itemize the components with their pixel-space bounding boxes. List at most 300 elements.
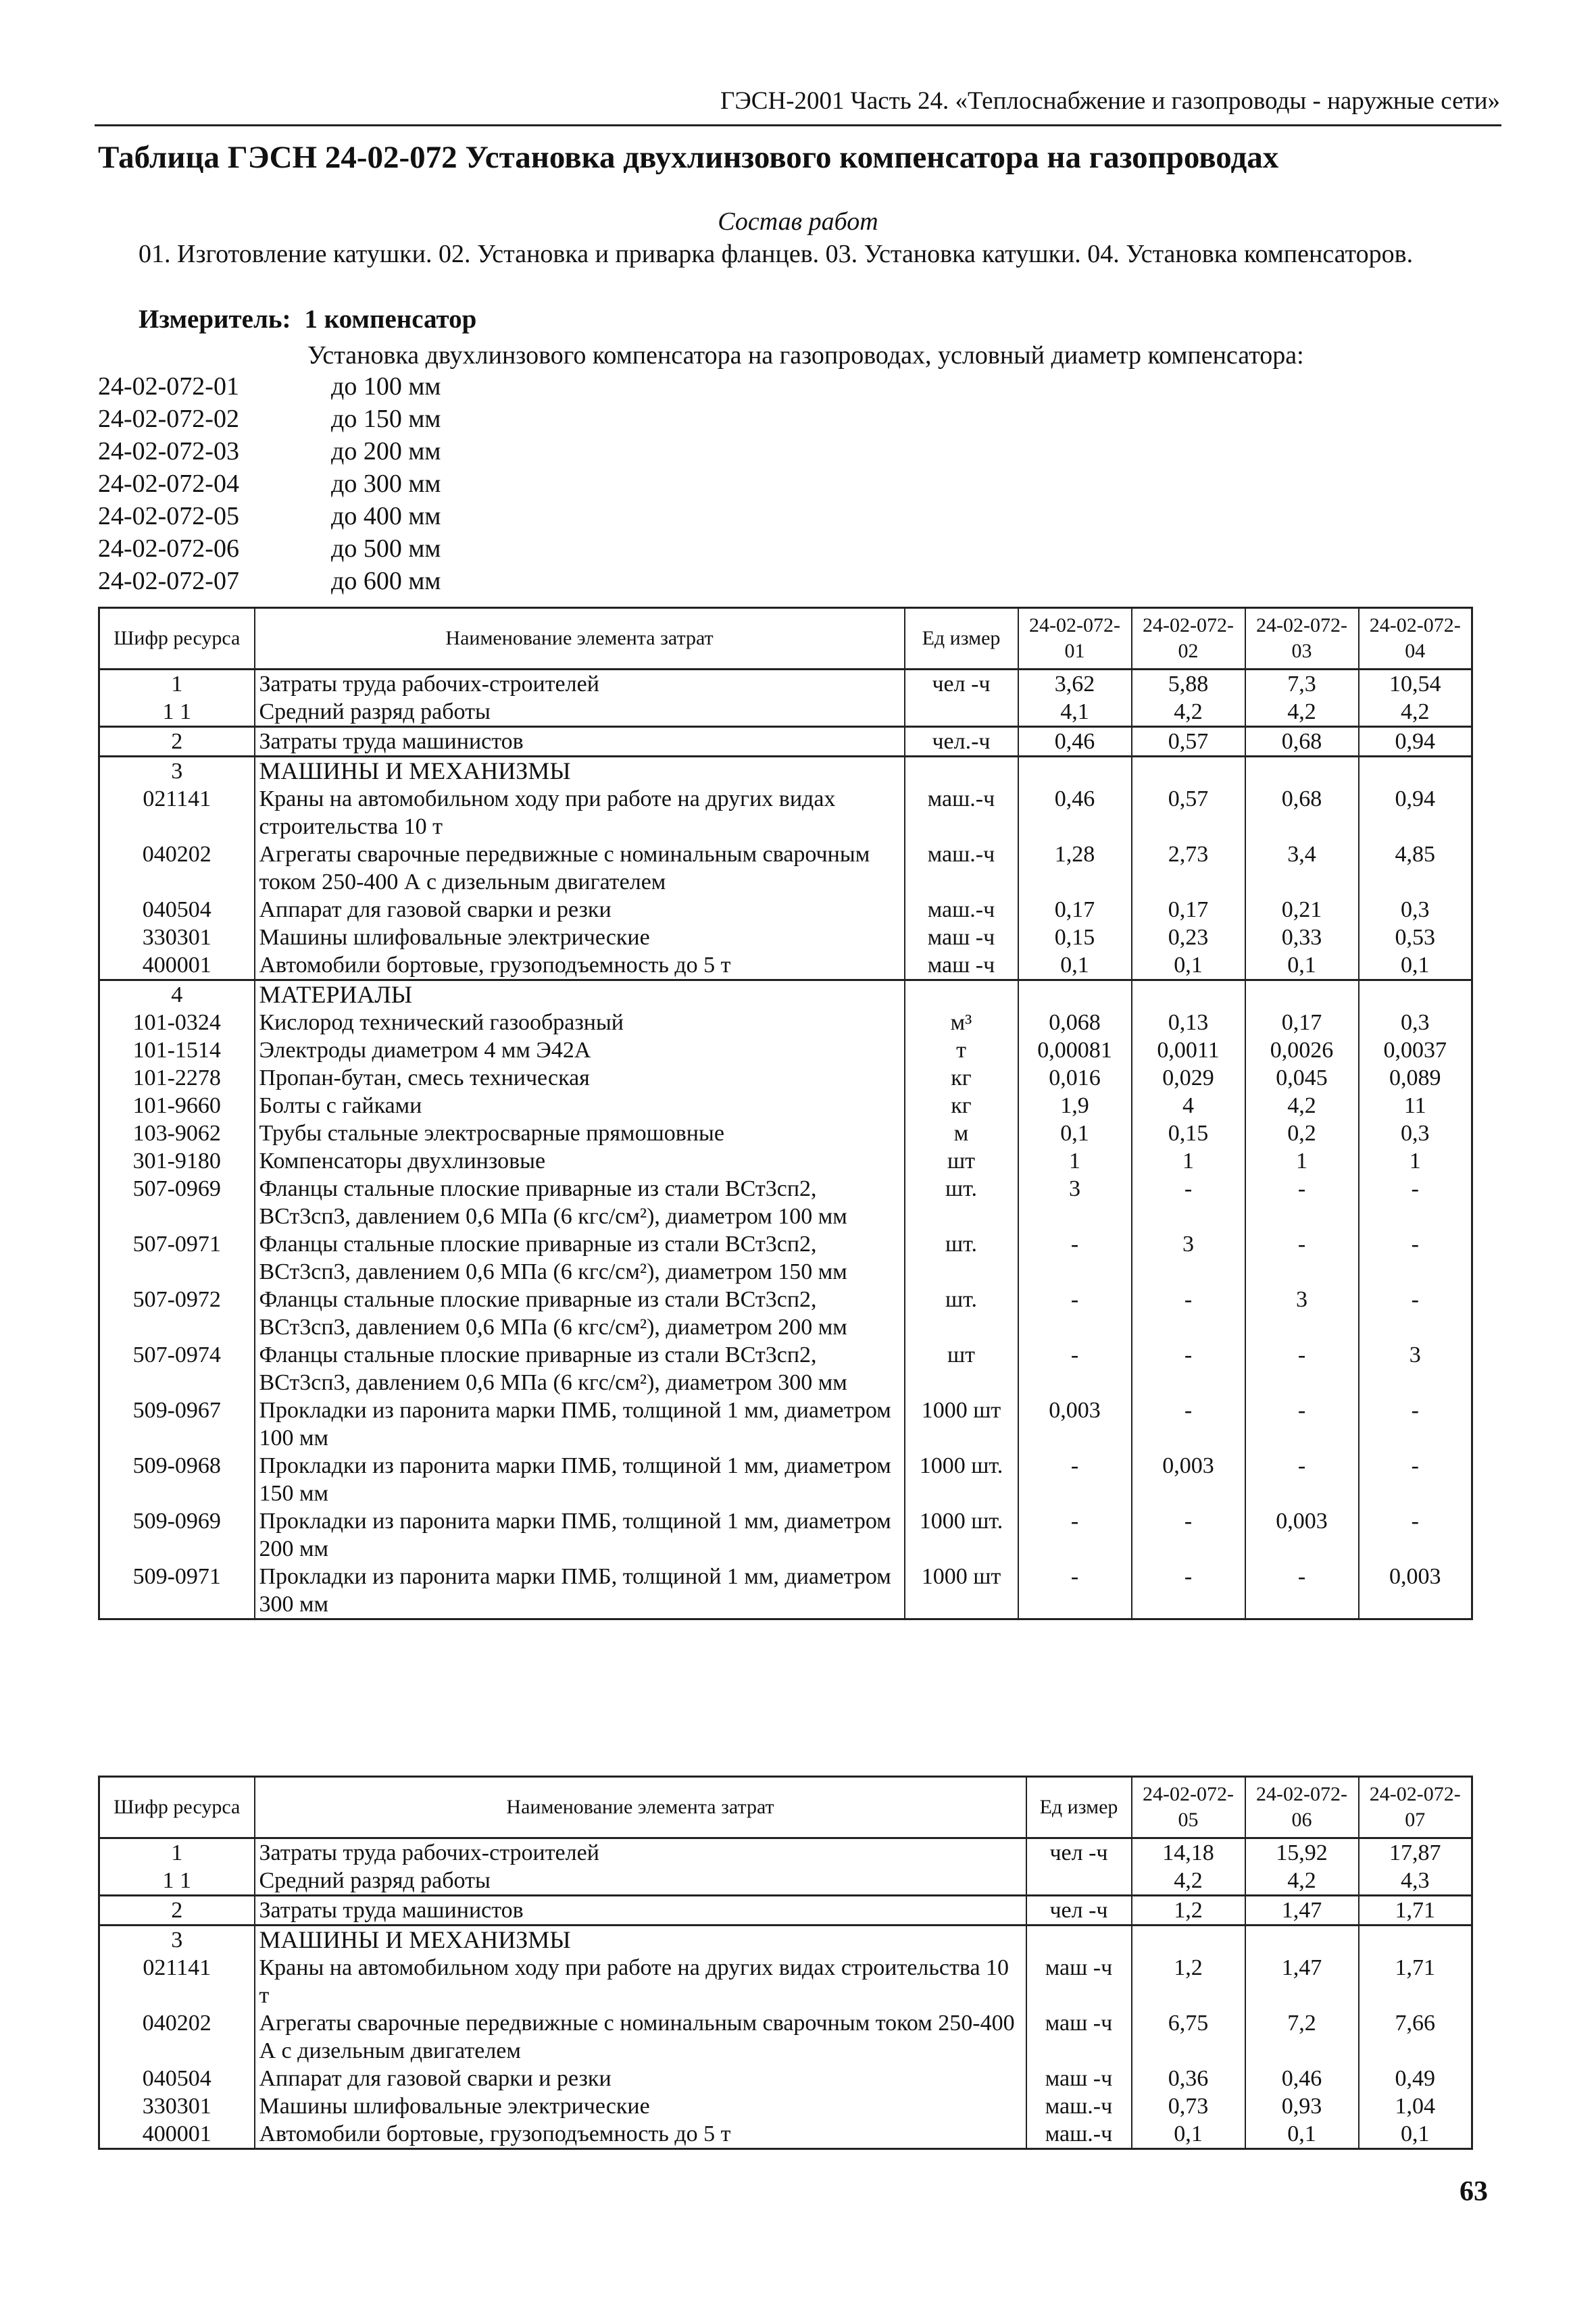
resource-value: -	[1245, 1397, 1359, 1452]
resource-value: 0,3	[1359, 1009, 1472, 1036]
variant-name: до 600 мм	[331, 567, 441, 595]
table-row	[99, 924, 1472, 951]
resource-value: -	[1359, 1452, 1472, 1507]
resource-value: 0,1	[1132, 2120, 1245, 2149]
resource-value: 0,46	[1245, 2065, 1359, 2092]
resource-unit: чел.-ч	[905, 727, 1018, 757]
table-row	[99, 727, 1472, 757]
resource-name: Машины шлифовальные электрические	[255, 924, 905, 951]
header-variant-col: 24-02-072-07	[1359, 1777, 1472, 1838]
table-row	[99, 2120, 1472, 2149]
resource-value: 11	[1359, 1092, 1472, 1120]
resource-value: 0,1	[1245, 951, 1359, 980]
resource-value: 0,68	[1245, 785, 1359, 840]
resource-name: МАШИНЫ И МЕХАНИЗМЫ	[255, 1926, 1026, 1955]
resource-value: 0,2	[1245, 1120, 1359, 1147]
header-unit: Ед измер	[905, 608, 1018, 670]
resource-code: 400001	[99, 951, 255, 980]
variant-item	[98, 532, 441, 565]
variant-item	[98, 565, 441, 597]
resource-value: 4,2	[1132, 1867, 1245, 1896]
resource-unit: 1000 шт.	[905, 1507, 1018, 1563]
resource-value: 0,016	[1018, 1064, 1132, 1092]
resource-code: 400001	[99, 2120, 255, 2149]
resource-value: 0,003	[1245, 1507, 1359, 1563]
resource-value: 0,46	[1018, 727, 1132, 757]
resource-value	[1018, 980, 1132, 1009]
resource-unit: чел -ч	[1026, 1838, 1132, 1867]
resource-value: -	[1245, 1563, 1359, 1619]
resource-code: 1	[99, 670, 255, 699]
resource-name: Затраты труда рабочих-строителей	[255, 1838, 1026, 1867]
resource-value: 3	[1018, 1175, 1132, 1230]
resource-value: 0,21	[1245, 896, 1359, 924]
table-row	[99, 1507, 1472, 1563]
resource-code: 330301	[99, 924, 255, 951]
resource-value: -	[1018, 1286, 1132, 1341]
resource-unit: шт	[905, 1341, 1018, 1397]
resource-unit: шт.	[905, 1286, 1018, 1341]
resource-value: 0,003	[1359, 1563, 1472, 1619]
header-variant-col: 24-02-072-03	[1245, 608, 1359, 670]
variant-name: до 300 мм	[331, 470, 441, 498]
resource-name: Электроды диаметром 4 мм Э42А	[255, 1036, 905, 1064]
resource-value: 0,23	[1132, 924, 1245, 951]
resource-unit: маш.-ч	[905, 840, 1018, 896]
resource-value: 0,0026	[1245, 1036, 1359, 1064]
resource-value: 0,1	[1018, 1120, 1132, 1147]
resource-value: 1	[1018, 1147, 1132, 1175]
resource-value: 0,089	[1359, 1064, 1472, 1092]
resource-value: 1,28	[1018, 840, 1132, 896]
resource-value: -	[1018, 1507, 1132, 1563]
header-variant-col: 24-02-072-06	[1245, 1777, 1359, 1838]
resource-value: 7,2	[1245, 2009, 1359, 2065]
resource-value	[1132, 980, 1245, 1009]
table-row	[99, 1563, 1472, 1619]
resource-unit: кг	[905, 1092, 1018, 1120]
resource-name: Автомобили бортовые, грузоподъемность до 5 т	[255, 951, 905, 980]
table-row	[99, 785, 1472, 840]
table-row	[99, 698, 1472, 727]
variant-code: 24-02-072-04	[98, 470, 239, 498]
resource-value: -	[1018, 1563, 1132, 1619]
resource-value: 0,0011	[1132, 1036, 1245, 1064]
variant-name: до 100 мм	[331, 372, 441, 401]
table-row	[99, 1341, 1472, 1397]
table-row	[99, 896, 1472, 924]
resource-unit: маш -ч	[1026, 1954, 1132, 2009]
table-row	[99, 1867, 1472, 1896]
resource-name: Затраты труда машинистов	[255, 1896, 1026, 1926]
resource-name: Прокладки из паронита марки ПМБ, толщиной 1 мм, диаметром 150 мм	[255, 1452, 905, 1507]
resource-code: 021141	[99, 785, 255, 840]
resource-code: 1 1	[99, 698, 255, 727]
variant-item	[98, 500, 441, 532]
resource-value	[1359, 757, 1472, 786]
variant-name: до 200 мм	[331, 437, 441, 466]
resource-unit: 1000 шт	[905, 1397, 1018, 1452]
resource-unit: 1000 шт	[905, 1563, 1018, 1619]
resource-value: -	[1018, 1452, 1132, 1507]
resource-value: 1,47	[1245, 1954, 1359, 2009]
resource-code: 103-9062	[99, 1120, 255, 1147]
resource-value: 5,88	[1132, 670, 1245, 699]
resource-name: Средний разряд работы	[255, 698, 905, 727]
resource-unit: м	[905, 1120, 1018, 1147]
resource-value: -	[1245, 1452, 1359, 1507]
resource-value: -	[1132, 1563, 1245, 1619]
resource-value: 0,17	[1132, 896, 1245, 924]
resource-code: 101-1514	[99, 1036, 255, 1064]
resource-value: 7,66	[1359, 2009, 1472, 2065]
resource-code: 040504	[99, 2065, 255, 2092]
resource-value: -	[1359, 1507, 1472, 1563]
table-row	[99, 2092, 1472, 2120]
resource-code: 101-9660	[99, 1092, 255, 1120]
resource-value	[1132, 1926, 1245, 1955]
resource-code: 040202	[99, 2009, 255, 2065]
resource-value: 0,00081	[1018, 1036, 1132, 1064]
resource-value: 17,87	[1359, 1838, 1472, 1867]
resource-value: -	[1245, 1341, 1359, 1397]
table-row	[99, 951, 1472, 980]
resource-value: 1,71	[1359, 1954, 1472, 2009]
resource-code: 509-0971	[99, 1563, 255, 1619]
resource-value: -	[1132, 1397, 1245, 1452]
resource-value: -	[1359, 1230, 1472, 1286]
resource-value: 6,75	[1132, 2009, 1245, 2065]
variant-item	[98, 403, 441, 435]
header-name: Наименование элемента затрат	[255, 1777, 1026, 1838]
variants-list	[98, 370, 441, 597]
works-text: 01. Изготовление катушки. 02. Установка и приварка фланцев. 03. Установка катушки. 04. Установка компенсаторов.	[139, 240, 1414, 268]
resource-unit	[1026, 1926, 1132, 1955]
resource-code: 330301	[99, 2092, 255, 2120]
resource-value: 4	[1132, 1092, 1245, 1120]
resource-code: 509-0967	[99, 1397, 255, 1452]
resource-value: 0,36	[1132, 2065, 1245, 2092]
resource-unit: т	[905, 1036, 1018, 1064]
resource-value	[1245, 1926, 1359, 1955]
resource-value: 0,1	[1359, 951, 1472, 980]
resource-value: 1,71	[1359, 1896, 1472, 1926]
resource-unit: шт	[905, 1147, 1018, 1175]
resource-table-1	[98, 607, 1473, 1620]
resource-value: -	[1245, 1230, 1359, 1286]
resource-value: 1	[1245, 1147, 1359, 1175]
resource-code: 509-0969	[99, 1507, 255, 1563]
table-row	[99, 1036, 1472, 1064]
table-row	[99, 1838, 1472, 1867]
measure-line	[139, 304, 490, 334]
resource-value: 0,003	[1132, 1452, 1245, 1507]
resource-name: Машины шлифовальные электрические	[255, 2092, 1026, 2120]
resource-value: -	[1359, 1175, 1472, 1230]
resource-unit	[905, 757, 1018, 786]
variant-code: 24-02-072-05	[98, 502, 239, 530]
resource-code: 101-2278	[99, 1064, 255, 1092]
resource-unit: маш.-ч	[1026, 2092, 1132, 2120]
resource-name: Краны на автомобильном ходу при работе на других видах строительства 10 т	[255, 1954, 1026, 2009]
resource-code: 509-0968	[99, 1452, 255, 1507]
resource-unit: маш -ч	[1026, 2065, 1132, 2092]
resource-value: 0,93	[1245, 2092, 1359, 2120]
resource-value: 0,029	[1132, 1064, 1245, 1092]
resource-name: Прокладки из паронита марки ПМБ, толщиной 1 мм, диаметром 100 мм	[255, 1397, 905, 1452]
resource-value: 1,2	[1132, 1954, 1245, 2009]
resource-code: 1	[99, 1838, 255, 1867]
resource-value: 1,47	[1245, 1896, 1359, 1926]
resource-value	[1245, 980, 1359, 1009]
measure-label: Измеритель:	[139, 305, 291, 334]
resource-value: 4,1	[1018, 698, 1132, 727]
resource-value: 3,62	[1018, 670, 1132, 699]
resource-unit: маш.-ч	[1026, 2120, 1132, 2149]
table-row	[99, 1452, 1472, 1507]
resource-value: -	[1132, 1341, 1245, 1397]
resource-code: 1 1	[99, 1867, 255, 1896]
resource-code: 507-0969	[99, 1175, 255, 1230]
resource-code: 3	[99, 757, 255, 786]
resource-name: Фланцы стальные плоские приварные из стали ВСт3сп2, ВСт3сп3, давлением 0,6 МПа (6 кгс/см²), диаметром 200 мм	[255, 1286, 905, 1341]
resource-value: 1	[1359, 1147, 1472, 1175]
resource-value: 0,1	[1018, 951, 1132, 980]
resource-name: МАШИНЫ И МЕХАНИЗМЫ	[255, 757, 905, 786]
resource-value: 0,1	[1132, 951, 1245, 980]
works-heading: Состав работ	[718, 207, 878, 236]
resource-value: 0,1	[1245, 2120, 1359, 2149]
resource-value: -	[1018, 1230, 1132, 1286]
resource-value: 0,3	[1359, 1120, 1472, 1147]
table-row	[99, 2009, 1472, 2065]
header-variant-col: 24-02-072-05	[1132, 1777, 1245, 1838]
resource-code: 4	[99, 980, 255, 1009]
resource-value: 0,15	[1018, 924, 1132, 951]
resource-value: 4,2	[1245, 698, 1359, 727]
table-title: Таблица ГЭСН 24-02-072 Установка двухлинзового компенсатора на газопроводах	[98, 140, 1279, 175]
resource-unit: кг	[905, 1064, 1018, 1092]
resource-name: Автомобили бортовые, грузоподъемность до 5 т	[255, 2120, 1026, 2149]
resource-name: Фланцы стальные плоские приварные из стали ВСт3сп2, ВСт3сп3, давлением 0,6 МПа (6 кгс/см²), диаметром 150 мм	[255, 1230, 905, 1286]
table-row	[99, 840, 1472, 896]
header-rule	[95, 124, 1501, 126]
table-row	[99, 1954, 1472, 2009]
resource-value: 3,4	[1245, 840, 1359, 896]
variant-name: до 500 мм	[331, 534, 441, 563]
variant-code: 24-02-072-06	[98, 534, 239, 563]
table-row	[99, 757, 1472, 786]
resource-value: -	[1132, 1286, 1245, 1341]
variants-caption: Установка двухлинзового компенсатора на газопроводах, условный диаметр компенсатора:	[307, 341, 1304, 370]
resource-name: Агрегаты сварочные передвижные с номинальным сварочным током 250-400 А с дизельным двигателем	[255, 840, 905, 896]
resource-value: 0,53	[1359, 924, 1472, 951]
resource-table-2	[98, 1776, 1473, 2150]
header-unit: Ед измер	[1026, 1777, 1132, 1838]
header-name: Наименование элемента затрат	[255, 608, 905, 670]
resource-value: 4,2	[1132, 698, 1245, 727]
resource-name: Средний разряд работы	[255, 1867, 1026, 1896]
resource-name: Аппарат для газовой сварки и резки	[255, 896, 905, 924]
variant-code: 24-02-072-07	[98, 567, 239, 595]
resource-code: 3	[99, 1926, 255, 1955]
resource-value: 0,33	[1245, 924, 1359, 951]
table-row	[99, 1064, 1472, 1092]
resource-value: 4,3	[1359, 1867, 1472, 1896]
header-variant-col: 24-02-072-02	[1132, 608, 1245, 670]
resource-name: Краны на автомобильном ходу при работе на других видах строительства 10 т	[255, 785, 905, 840]
resource-value: 0,57	[1132, 727, 1245, 757]
resource-value: 4,85	[1359, 840, 1472, 896]
variant-name: до 400 мм	[331, 502, 441, 530]
resource-value	[1132, 757, 1245, 786]
resource-code: 101-0324	[99, 1009, 255, 1036]
resource-value: 7,3	[1245, 670, 1359, 699]
resource-value: -	[1359, 1397, 1472, 1452]
table-row	[99, 1896, 1472, 1926]
resource-code: 021141	[99, 1954, 255, 2009]
resource-name: Пропан-бутан, смесь техническая	[255, 1064, 905, 1092]
resource-code: 507-0974	[99, 1341, 255, 1397]
resource-name: Затраты труда рабочих-строителей	[255, 670, 905, 699]
measure-value: 1 компенсатор	[304, 305, 477, 334]
resource-code: 2	[99, 1896, 255, 1926]
resource-name: МАТЕРИАЛЫ	[255, 980, 905, 1009]
resource-value: -	[1359, 1286, 1472, 1341]
table-row	[99, 1175, 1472, 1230]
resource-value: 10,54	[1359, 670, 1472, 699]
resource-value: -	[1018, 1341, 1132, 1397]
resource-value: 3	[1245, 1286, 1359, 1341]
resource-unit: маш -ч	[905, 951, 1018, 980]
table-row	[99, 1286, 1472, 1341]
resource-unit	[905, 698, 1018, 727]
table-row	[99, 1092, 1472, 1120]
resource-value: 0,045	[1245, 1064, 1359, 1092]
resource-value: 3	[1359, 1341, 1472, 1397]
resource-value: 14,18	[1132, 1838, 1245, 1867]
resource-unit: шт.	[905, 1230, 1018, 1286]
resource-value: 1,9	[1018, 1092, 1132, 1120]
resource-value: 2,73	[1132, 840, 1245, 896]
header-variant-col: 24-02-072-01	[1018, 608, 1132, 670]
resource-value: 15,92	[1245, 1838, 1359, 1867]
resource-value: 0,94	[1359, 785, 1472, 840]
resource-value: 0,68	[1245, 727, 1359, 757]
variant-item	[98, 468, 441, 500]
resource-value: 0,17	[1245, 1009, 1359, 1036]
resource-code: 301-9180	[99, 1147, 255, 1175]
resource-name: Болты с гайками	[255, 1092, 905, 1120]
resource-name: Трубы стальные электросварные прямошовные	[255, 1120, 905, 1147]
resource-value: 0,1	[1359, 2120, 1472, 2149]
resource-unit: чел -ч	[1026, 1896, 1132, 1926]
resource-unit: 1000 шт.	[905, 1452, 1018, 1507]
table-row	[99, 670, 1472, 699]
resource-value: 0,46	[1018, 785, 1132, 840]
resource-value: -	[1132, 1175, 1245, 1230]
resource-code: 2	[99, 727, 255, 757]
resource-code: 507-0971	[99, 1230, 255, 1286]
table-row	[99, 2065, 1472, 2092]
resource-value: 4,2	[1245, 1867, 1359, 1896]
table-row	[99, 1926, 1472, 1955]
table-row	[99, 1009, 1472, 1036]
resource-value: 0,003	[1018, 1397, 1132, 1452]
header-code: Шифр ресурса	[99, 608, 255, 670]
table-row	[99, 1120, 1472, 1147]
variant-code: 24-02-072-03	[98, 437, 239, 466]
resource-name: Прокладки из паронита марки ПМБ, толщиной 1 мм, диаметром 300 мм	[255, 1563, 905, 1619]
resource-value: 0,73	[1132, 2092, 1245, 2120]
page-number: 63	[1460, 2176, 1488, 2207]
resource-unit: маш -ч	[1026, 2009, 1132, 2065]
variant-name: до 150 мм	[331, 405, 441, 433]
resource-value: 0,068	[1018, 1009, 1132, 1036]
resource-value: 0,49	[1359, 2065, 1472, 2092]
resource-name: Прокладки из паронита марки ПМБ, толщиной 1 мм, диаметром 200 мм	[255, 1507, 905, 1563]
resource-value	[1359, 1926, 1472, 1955]
variant-code: 24-02-072-01	[98, 372, 239, 401]
table-row	[99, 980, 1472, 1009]
resource-value: 0,57	[1132, 785, 1245, 840]
resource-value: 4,2	[1359, 698, 1472, 727]
resource-value: 1,2	[1132, 1896, 1245, 1926]
resource-unit: маш.-ч	[905, 785, 1018, 840]
resource-name: Фланцы стальные плоские приварные из стали ВСт3сп2, ВСт3сп3, давлением 0,6 МПа (6 кгс/см²), диаметром 300 мм	[255, 1341, 905, 1397]
resource-unit: шт.	[905, 1175, 1018, 1230]
resource-value: 0,94	[1359, 727, 1472, 757]
variant-code: 24-02-072-02	[98, 405, 239, 433]
resource-code: 507-0972	[99, 1286, 255, 1341]
variant-item	[98, 370, 441, 403]
resource-value: 0,17	[1018, 896, 1132, 924]
resource-name: Аппарат для газовой сварки и резки	[255, 2065, 1026, 2092]
resource-value	[1245, 757, 1359, 786]
resource-unit: маш -ч	[905, 924, 1018, 951]
resource-name: Компенсаторы двухлинзовые	[255, 1147, 905, 1175]
resource-value: 3	[1132, 1230, 1245, 1286]
resource-name: Фланцы стальные плоские приварные из стали ВСт3сп2, ВСт3сп3, давлением 0,6 МПа (6 кгс/см²), диаметром 100 мм	[255, 1175, 905, 1230]
resource-unit: м³	[905, 1009, 1018, 1036]
table-row	[99, 1397, 1472, 1452]
variant-item	[98, 435, 441, 468]
table-row	[99, 1147, 1472, 1175]
resource-code: 040202	[99, 840, 255, 896]
resource-value	[1359, 980, 1472, 1009]
resource-unit: маш.-ч	[905, 896, 1018, 924]
resource-value: 1,04	[1359, 2092, 1472, 2120]
resource-unit	[905, 980, 1018, 1009]
resource-unit: чел -ч	[905, 670, 1018, 699]
header-variant-col: 24-02-072-04	[1359, 608, 1472, 670]
resource-name: Затраты труда машинистов	[255, 727, 905, 757]
resource-value	[1018, 757, 1132, 786]
resource-name: Кислород технический газообразный	[255, 1009, 905, 1036]
resource-value: 0,0037	[1359, 1036, 1472, 1064]
resource-unit	[1026, 1867, 1132, 1896]
resource-value: 0,3	[1359, 896, 1472, 924]
resource-code: 040504	[99, 896, 255, 924]
resource-value: 4,2	[1245, 1092, 1359, 1120]
header-code: Шифр ресурса	[99, 1777, 255, 1838]
running-header: ГЭСН-2001 Часть 24. «Теплоснабжение и газопроводы - наружные сети»	[720, 87, 1500, 115]
resource-name: Агрегаты сварочные передвижные с номинальным сварочным током 250-400 А с дизельным двигателем	[255, 2009, 1026, 2065]
resource-value: 0,15	[1132, 1120, 1245, 1147]
resource-value: 0,13	[1132, 1009, 1245, 1036]
resource-value: -	[1245, 1175, 1359, 1230]
table-row	[99, 1230, 1472, 1286]
